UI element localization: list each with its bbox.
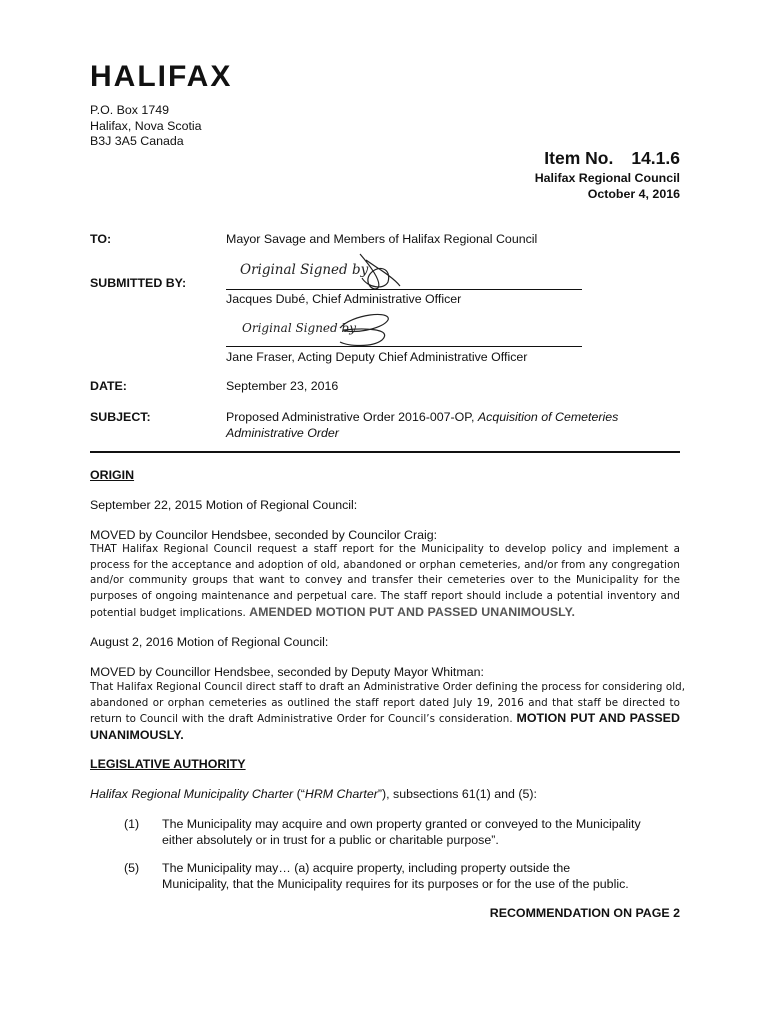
motion1-body	[90, 542, 680, 622]
motion-line: abandoned or orphan cemeteries as outlined the staff report dated July 19, 2016 and that staff be directed to	[90, 696, 680, 709]
charter-reference	[90, 787, 537, 801]
motion2-result: MOTION PUT AND PASSED	[516, 711, 680, 726]
list-line: Municipality, that the Municipality requires for its purposes or for the use of the public.	[162, 876, 629, 891]
submitter-1: Jacques Dubé, Chief Administrative Officer	[226, 292, 462, 306]
motion2-title: August 2, 2016 Motion of Regional Council:	[90, 635, 329, 649]
mailing-address	[90, 103, 202, 150]
list-number: (1)	[124, 817, 140, 831]
motion-line: That Halifax Regional Council direct staff to draft an Administrative Order defining the process for considering old,	[90, 681, 686, 693]
subject-value	[226, 410, 618, 441]
motion1-title: September 22, 2015 Motion of Regional Council:	[90, 498, 358, 512]
origin-heading: ORIGIN	[90, 468, 135, 482]
signature-1	[232, 248, 412, 292]
charter-text: ”), subsections 61(1) and (5):	[377, 787, 537, 801]
motion-line: purposes of ongoing maintenance and perpetual care. The staff report should include a potential inventory and	[90, 590, 680, 603]
motion1-last-text: potential budget implications.	[90, 606, 246, 619]
svg-text:Original Signed by: Original Signed by	[240, 262, 369, 278]
subject-title-cont: Administrative Order	[226, 425, 339, 440]
date-value: September 23, 2016	[226, 379, 339, 393]
submitter-2: Jane Fraser, Acting Deputy Chief Administrative Officer	[226, 350, 528, 364]
to-value: Mayor Savage and Members of Halifax Regional Council	[226, 232, 538, 246]
item-label: Item No.	[544, 148, 614, 168]
motion-line: process for the acceptance and adoption of old, abandoned or orphan cemeteries, and/or from any congregation	[90, 558, 680, 571]
motion-line	[90, 711, 680, 728]
list-line: either absolutely or in trust for a public or charitable purpose”.	[162, 832, 499, 847]
list-item	[162, 817, 641, 848]
svg-text:HALIFAX: HALIFAX	[90, 60, 233, 90]
list-line: The Municipality may acquire and own property granted or conveyed to the Municipality	[162, 817, 641, 831]
motion2-result-cont: UNANIMOUSLY.	[90, 728, 184, 743]
motion-line: THAT Halifax Regional Council request a staff report for the Municipality to develop policy and implement a	[90, 543, 680, 555]
list-item	[162, 861, 629, 892]
svg-text:Original Signed by: Original Signed by	[242, 321, 356, 335]
item-number	[544, 148, 680, 169]
authority-heading: LEGISLATIVE AUTHORITY	[90, 757, 246, 771]
motion2-body	[90, 680, 686, 744]
motion2-moved: MOVED by Councillor Hendsbee, seconded by Deputy Mayor Whitman:	[90, 665, 484, 679]
subject-title: Acquisition of Cemeteries	[477, 410, 619, 424]
list-line: The Municipality may… (a) acquire property, including property outside the	[162, 861, 571, 875]
date-label: DATE:	[90, 379, 127, 393]
signature-line	[226, 346, 582, 347]
meeting-info	[535, 170, 680, 202]
submitted-by-label: SUBMITTED BY:	[90, 276, 187, 290]
signature-line	[226, 289, 582, 290]
council-name: Halifax Regional Council	[534, 171, 680, 185]
charter-text: (“	[293, 787, 305, 801]
divider-rule	[90, 451, 680, 453]
to-label: TO:	[90, 232, 112, 246]
address-line: Halifax, Nova Scotia	[90, 118, 202, 133]
recommendation-note: RECOMMENDATION ON PAGE 2	[489, 906, 680, 920]
subject-label: SUBJECT:	[90, 410, 151, 424]
halifax-logo	[90, 60, 240, 90]
address-line: P.O. Box 1749	[90, 103, 169, 117]
motion2-last-text: return to Council with the draft Administrative Order for Council’s consideration.	[90, 713, 513, 726]
meeting-date: October 4, 2016	[587, 187, 680, 201]
subject-text: Proposed Administrative Order 2016-007-OP,	[226, 410, 478, 424]
motion-line-last	[90, 605, 680, 622]
motion-line: and/or community groups that want to convey and transfer their cemeteries over to the Municipality for the	[90, 574, 680, 587]
address-line: B3J 3A5 Canada	[90, 134, 184, 148]
charter-short: HRM Charter	[304, 787, 378, 801]
list-number: (5)	[124, 861, 140, 875]
motion1-moved: MOVED by Councilor Hendsbee, seconded by Councilor Craig:	[90, 528, 438, 542]
motion1-result: AMENDED MOTION PUT AND PASSED UNANIMOUSLY.	[249, 604, 576, 619]
charter-name: Halifax Regional Municipality Charter	[90, 787, 294, 801]
item-number-value: 14.1.6	[631, 148, 680, 168]
